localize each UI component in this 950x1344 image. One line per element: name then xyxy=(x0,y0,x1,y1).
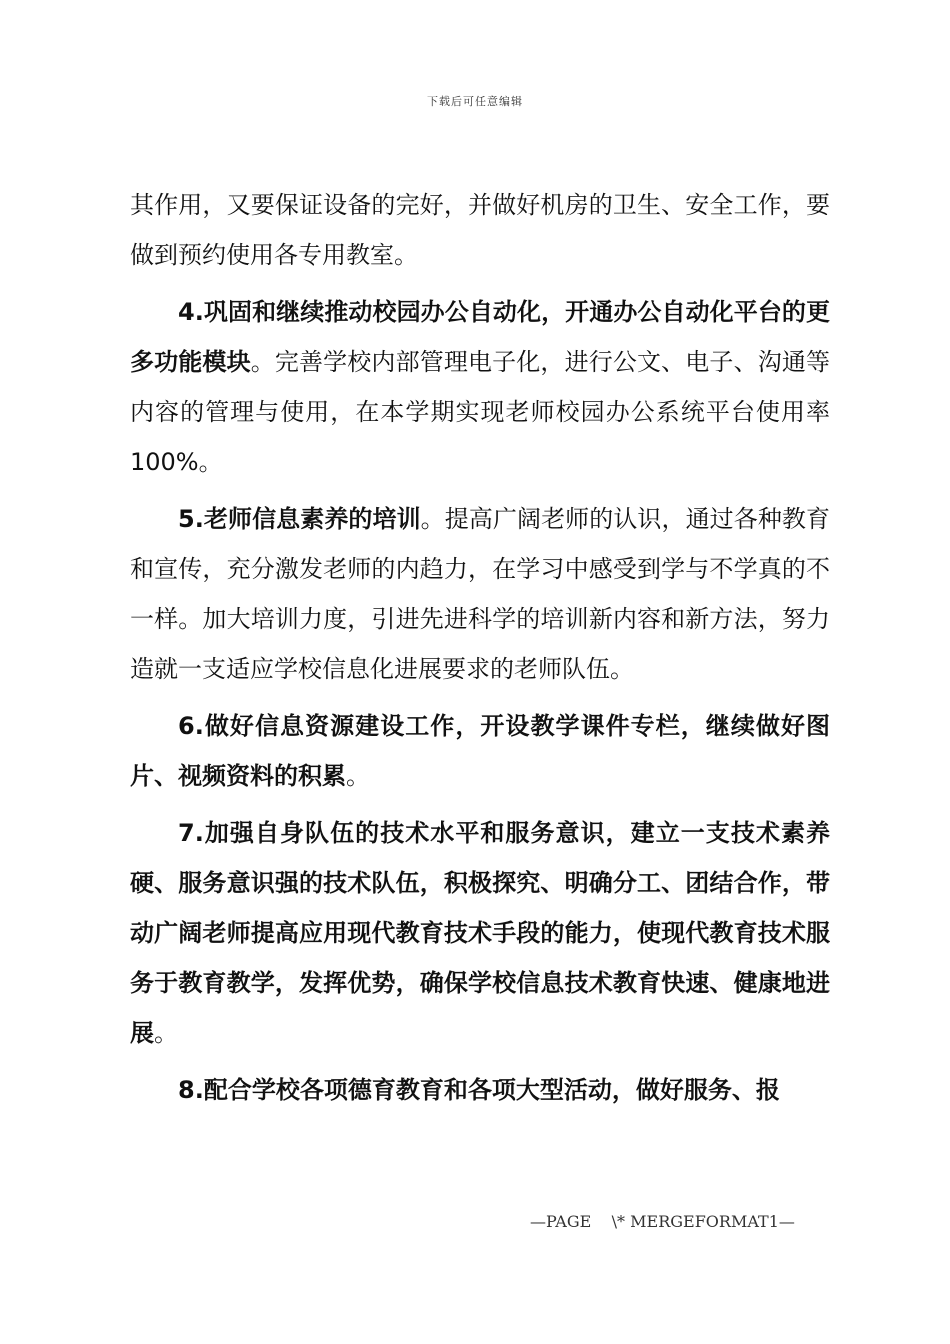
item-heading: 7.加强自身队伍的技术水平和服务意识，建立一支技术素养硬、服务意识强的技术队伍，积极探究、明确分工、团结合作，带动广阔老师提高应用现代教育技术手段的能力，使现代教育技术服务于教育教学，发挥优势，确保学校信息技术教育快速、健康地进展 xyxy=(130,819,830,1047)
paragraph-text: 。 xyxy=(346,762,370,790)
paragraph-equipment xyxy=(130,180,830,280)
page-header: 下载后可任意编辑 xyxy=(427,95,523,108)
paragraph-item-7 xyxy=(130,808,830,1058)
paragraph-text: 其作用，又要保证设备的完好，并做好机房的卫生、安全工作，要做到预约使用各专用教室。 xyxy=(130,191,830,269)
paragraph-item-6 xyxy=(130,701,830,801)
item-heading: 6.做好信息资源建设工作，开设教学课件专栏，继续做好图片、视频资料的积累 xyxy=(130,712,830,790)
page-footer: —PAGE \* MERGEFORMAT1— xyxy=(530,1212,795,1231)
item-heading: 4.巩固和继续推动校园办公自动化，开通办公自动化平台的更多功能模块 xyxy=(130,298,830,376)
paragraph-item-4 xyxy=(130,287,830,487)
item-heading: 8.配合学校各项德育教育和各项大型活动，做好服务、报 xyxy=(178,1076,780,1104)
item-heading: 5.老师信息素养的培训 xyxy=(178,505,421,533)
paragraph-item-5 xyxy=(130,494,830,694)
paragraph-text: 。完善学校内部管理电子化，进行公文、电子、沟通等内容的管理与使用，在本学期实现老师校园办公系统平台使用率 100%。 xyxy=(130,348,831,476)
paragraph-text: 。提高广阔老师的认识，通过各种教育和宣传，充分激发老师的内趋力，在学习中感受到学与不学真的不一样。加大培训力度，引进先进科学的培训新内容和新方法，努力造就一支适应学校信息化进展要求的老师队伍。 xyxy=(130,505,830,683)
paragraph-text: 。 xyxy=(154,1019,178,1047)
paragraph-item-8 xyxy=(130,1065,830,1115)
document-body xyxy=(130,180,830,1122)
